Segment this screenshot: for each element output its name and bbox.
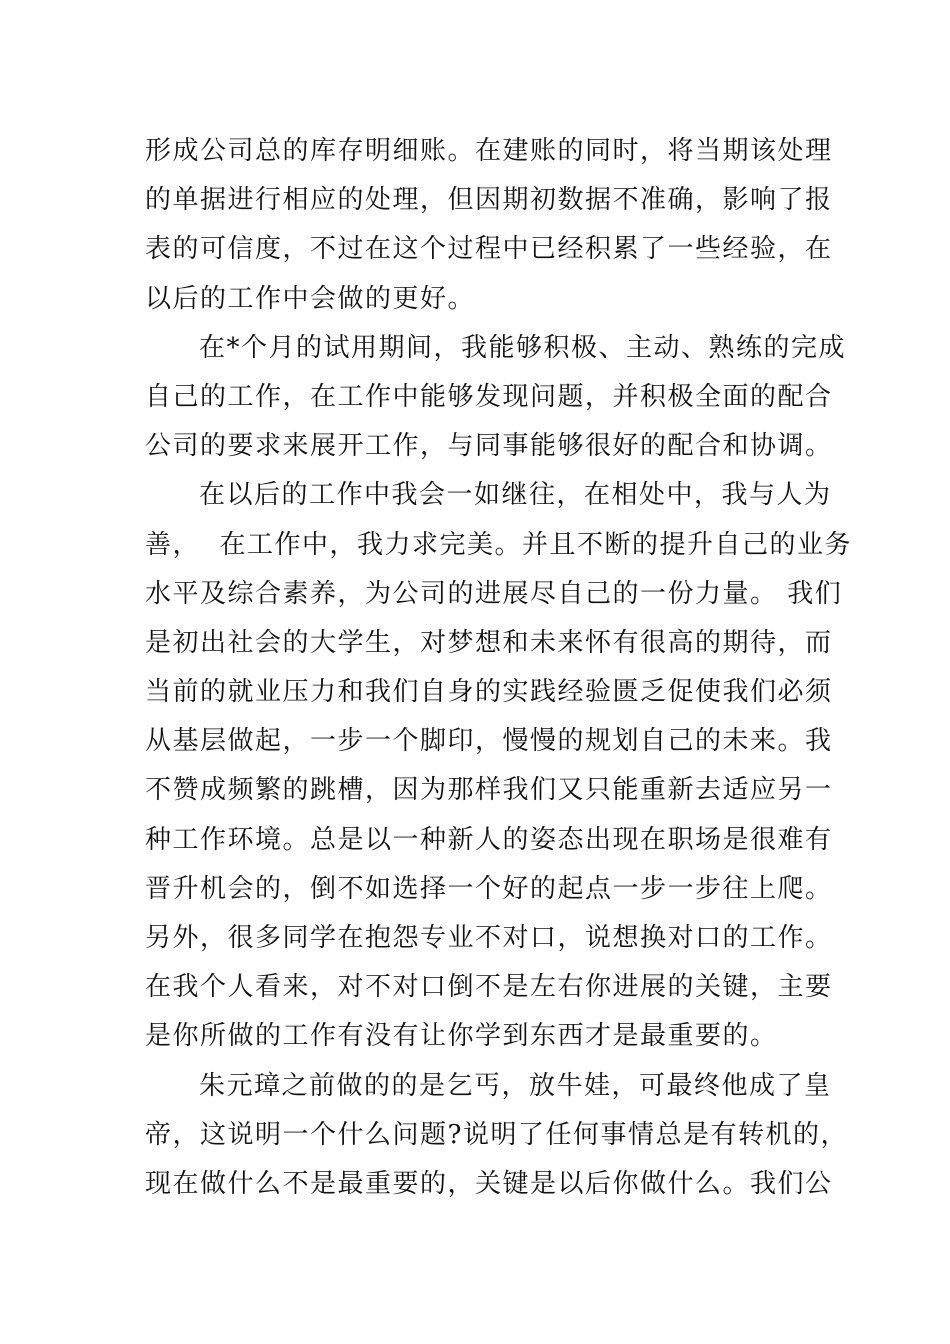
paragraph-first-line: 在以后的工作中我会一如继往，在相处中，我与人为 [199,480,832,511]
text-line: 种工作环境。总是以一种新人的姿态出现在职场是很难有 [145,824,833,855]
text-line: 的单据进行相应的处理，但因期初数据不准确，影响了报 [145,185,833,216]
text-line: 晋升机会的，倒不如选择一个好的起点一步一步往上爬。 [145,873,833,904]
text-line: 形成公司总的库存明细账。在建账的同时，将当期该处理 [145,136,833,166]
text-line: 当前的就业压力和我们自身的实践经验匮乏促使我们必须 [145,677,833,708]
paragraph-first-line: 在*个月的试用期间，我能够积极、主动、熟练的完成 [199,332,847,363]
text-line: 水平及综合素养，为公司的进展尽自己的一份力量。 我们 [145,578,843,609]
text-line: 表的可信度，不过在这个过程中已经积累了一些经验，在 [145,234,833,265]
paragraph-first-line: 朱元璋之前做的的是乞丐，放牛娃，可最终他成了皇 [199,1070,832,1101]
text-line: 自己的工作，在工作中能够发现问题，并积极全面的配合 [145,381,833,412]
text-line: 以后的工作中会做的更好。 [145,283,476,314]
text-line: 在我个人看来，对不对口倒不是左右你进展的关键，主要 [145,972,833,1003]
text-line: 另外，很多同学在抱怨专业不对口，说想换对口的工作。 [145,923,833,953]
text-line: 是初出社会的大学生，对梦想和未来怀有很高的期待，而 [145,627,833,658]
text-line: 现在做什么不是最重要的，关键是以后你做什么。我们公 [145,1168,833,1199]
text-line: 帝，这说明一个什么问题?说明了任何事情总是有转机的， [145,1119,848,1150]
text-line: 是你所做的工作有没有让你学到东西才是最重要的。 [145,1021,778,1052]
text-line: 善， 在工作中，我力求完美。并且不断的提升自己的业务 [145,529,853,560]
document-body [145,127,853,1209]
text-line: 从基层做起，一步一个脚印，慢慢的规划自己的未来。我 [145,726,833,757]
text-line: 不赞成频繁的跳槽，因为那样我们又只能重新去适应另一 [145,775,833,806]
text-line: 公司的要求来展开工作，与同事能够很好的配合和协调。 [145,431,833,462]
